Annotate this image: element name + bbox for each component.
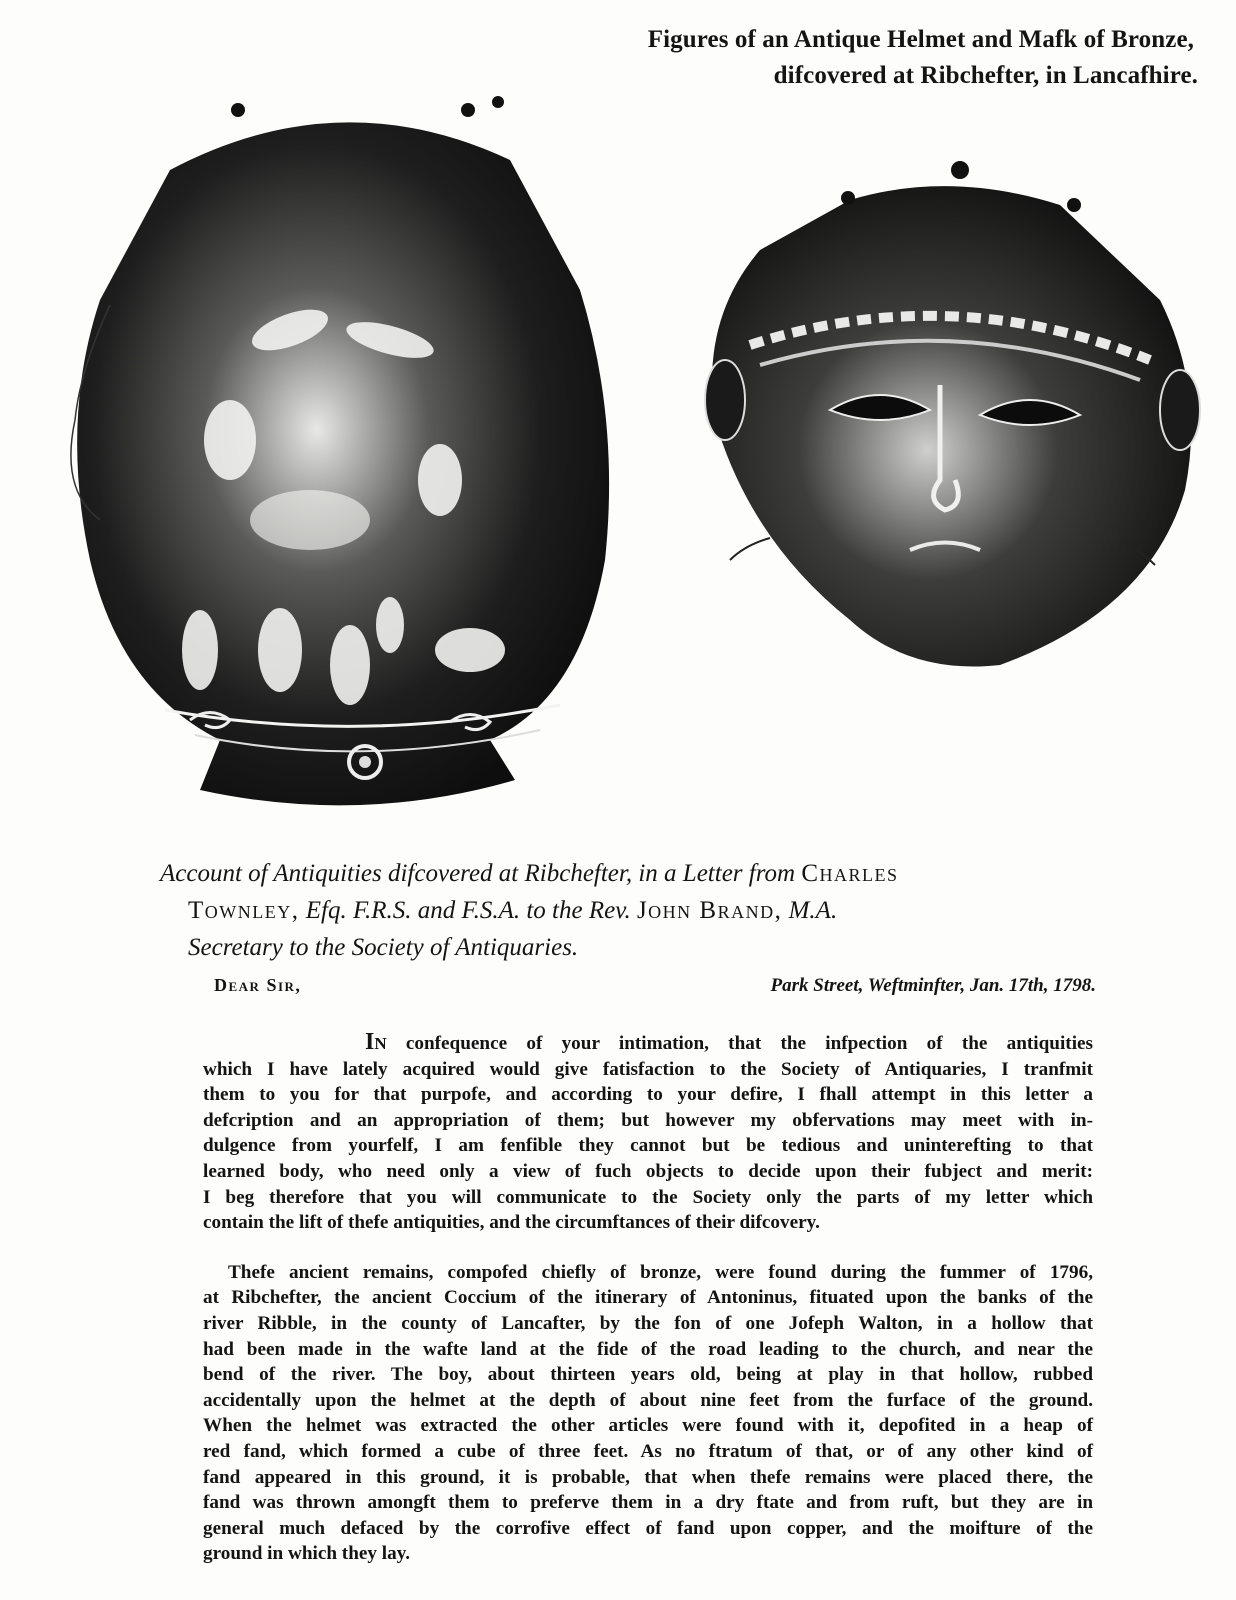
paragraph-line: learned body, who need only a view of fuch objects to decide upon their fubject and merit: bbox=[203, 1160, 1093, 1182]
paragraph-line: fand appeared in this ground, it is probable, that when thefe remains were placed there, the bbox=[203, 1466, 1093, 1488]
paragraph-line: had been made in the wafte land at the fide of the road leading to the church, and near the bbox=[203, 1338, 1093, 1360]
heading-line-2 bbox=[160, 892, 1060, 929]
paragraph-1 bbox=[203, 1030, 1093, 1236]
paragraph-line: fand was thrown amongft them to preferve them in a dry ftate and from ruft, but they are in bbox=[203, 1492, 1093, 1514]
heading-line-1 bbox=[160, 855, 1060, 892]
paragraph-line: dulgence from yourfelf, I am fenfible they cannot but be tedious and uninterefting to that bbox=[203, 1135, 1093, 1157]
dateline: Park Street, Weftminfter, Jan. 17th, 1798. bbox=[770, 975, 1096, 996]
drop-cap: In bbox=[365, 1029, 387, 1055]
paragraph-line: general much defaced by the corrofive effect of fand upon copper, and the moifture of the bbox=[203, 1517, 1093, 1539]
paragraph-line: When the helmet was extracted the other articles were found with it, depofited in a heap of bbox=[203, 1415, 1093, 1437]
paragraph-line: ground in which they lay. bbox=[203, 1543, 411, 1565]
heading-text: Account of Antiquities difcovered at Ribchefter, in a Letter from bbox=[160, 860, 796, 887]
plate-title-line-2: difcovered at Ribchefter, in Lancafhire. bbox=[773, 62, 1198, 89]
paragraph-2 bbox=[203, 1260, 1093, 1567]
article-heading bbox=[160, 855, 1060, 966]
heading-line-3: Secretary to the Society of Antiquaries. bbox=[188, 934, 579, 961]
paragraph-line: red fand, which formed a cube of three feet. As no ftratum of that, or of any other kind of bbox=[203, 1440, 1093, 1462]
paragraph-line: which I have lately acquired would give fatisfaction to the Society of Antiquaries, I tranfmit bbox=[203, 1058, 1093, 1080]
recipient-name: John Brand, bbox=[636, 897, 783, 924]
helmet-engraving bbox=[60, 90, 625, 835]
paragraph-line: defcription and an appropriation of them; but however my obfervations may meet with in- bbox=[203, 1109, 1093, 1131]
salutation: Dear Sir, bbox=[214, 975, 302, 995]
author-titles: Efq. F.R.S. and F.S.A. to the Rev. bbox=[305, 897, 631, 924]
paragraph-line: accidentally upon the helmet at the depth of about nine feet from the furface of the ground. bbox=[203, 1389, 1093, 1411]
paragraph-line: contain the lift of thefe antiquities, and the circumftances of their difcovery. bbox=[203, 1212, 820, 1234]
author-first-name: Charles bbox=[801, 860, 899, 887]
author-surname: Townley, bbox=[188, 897, 300, 924]
paragraph-line: them to you for that purpofe, and according to your defire, I fhall attempt in this letter a bbox=[203, 1084, 1093, 1106]
recipient-degree: M.A. bbox=[788, 897, 838, 924]
paragraph-line: Thefe ancient remains, compofed chiefly of bronze, were found during the fummer of 1796, bbox=[228, 1261, 1093, 1283]
paragraph-line: I beg therefore that you will communicate to the Society only the parts of my letter which bbox=[203, 1186, 1093, 1208]
mask-illustration-icon bbox=[680, 160, 1215, 720]
plate-title bbox=[648, 22, 1198, 94]
face-mask-engraving bbox=[680, 160, 1215, 720]
paragraph-line: river Ribble, in the county of Lancafter, by the fon of one Jofeph Walton, in a hollow that bbox=[203, 1312, 1093, 1334]
paragraph-line: bend of the river. The boy, about thirteen years old, being at play in that hollow, rubbed bbox=[203, 1364, 1093, 1386]
letter-body bbox=[203, 1030, 1093, 1567]
plate-title-line-1: Figures of an Antique Helmet and Mafk of Bronze, bbox=[647, 26, 1194, 53]
line-text: confequence of your intimation, that the infpection of the antiquities bbox=[405, 1033, 1094, 1054]
paragraph-line bbox=[203, 1030, 1093, 1057]
paragraph-line: at Ribchefter, the ancient Coccium of the itinerary of Antoninus, fituated upon the banks of the bbox=[203, 1287, 1093, 1309]
helmet-illustration-icon bbox=[60, 90, 625, 835]
